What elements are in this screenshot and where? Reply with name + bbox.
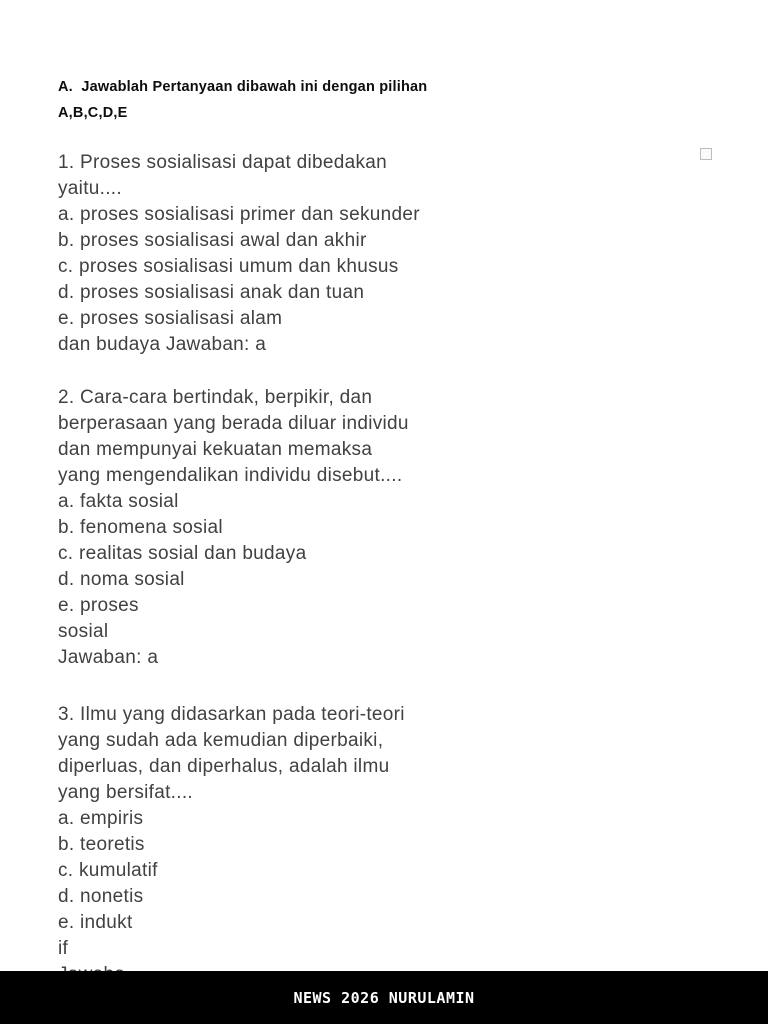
text-line: a. proses sosialisasi primer dan sekunder <box>58 204 420 225</box>
text-line: c. kumulatif <box>58 860 158 881</box>
footer-watermark-bar <box>0 971 768 1024</box>
text-line: yang mengendalikan individu disebut.... <box>58 465 403 486</box>
text-line: c. realitas sosial dan budaya <box>58 543 307 564</box>
question-1 <box>58 150 678 358</box>
text-line: b. proses sosialisasi awal dan akhir <box>58 230 367 251</box>
question-2 <box>58 385 678 671</box>
section-heading <box>58 74 678 126</box>
spacer <box>58 358 678 385</box>
text-line: d. nonetis <box>58 886 144 907</box>
text-line: 2. Cara-cara bertindak, berpikir, dan <box>58 387 373 408</box>
text-line: d. proses sosialisasi anak dan tuan <box>58 282 365 303</box>
text-line: d. noma sosial <box>58 569 185 590</box>
text-line: e. proses sosialisasi alam <box>58 308 283 329</box>
text-line: b. teoretis <box>58 834 145 855</box>
heading-line-2: A,B,C,D,E <box>58 105 128 121</box>
spacer <box>58 671 678 702</box>
text-line: if <box>58 938 69 959</box>
image-placeholder-icon <box>700 148 712 160</box>
text-line: b. fenomena sosial <box>58 517 223 538</box>
text-line: a. fakta sosial <box>58 491 179 512</box>
question-3 <box>58 702 678 988</box>
text-line: e. indukt <box>58 912 133 933</box>
text-line: e. proses <box>58 595 139 616</box>
text-line: 3. Ilmu yang didasarkan pada teori-teori <box>58 704 405 725</box>
text-line: dan mempunyai kekuatan memaksa <box>58 439 373 460</box>
text-line: c. proses sosialisasi umum dan khusus <box>58 256 399 277</box>
text-line: 1. Proses sosialisasi dapat dibedakan <box>58 152 388 173</box>
text-line: sosial <box>58 621 109 642</box>
text-line: diperluas, dan diperhalus, adalah ilmu <box>58 756 390 777</box>
text-line: Jawaban: a <box>58 647 159 668</box>
text-line: yang sudah ada kemudian diperbaiki, <box>58 730 384 751</box>
spacer <box>58 126 678 150</box>
text-line: dan budaya Jawaban: a <box>58 334 267 355</box>
text-line: berperasaan yang berada diluar individu <box>58 413 409 434</box>
text-line: yaitu.... <box>58 178 122 199</box>
text-line: a. empiris <box>58 808 144 829</box>
heading-line-1: A. Jawablah Pertanyaan dibawah ini dengan pilihan <box>58 79 428 95</box>
document-content <box>58 74 678 988</box>
text-line: yang bersifat.... <box>58 782 194 803</box>
footer-watermark-text: NEWS 2026 NURULAMIN <box>293 988 475 1007</box>
